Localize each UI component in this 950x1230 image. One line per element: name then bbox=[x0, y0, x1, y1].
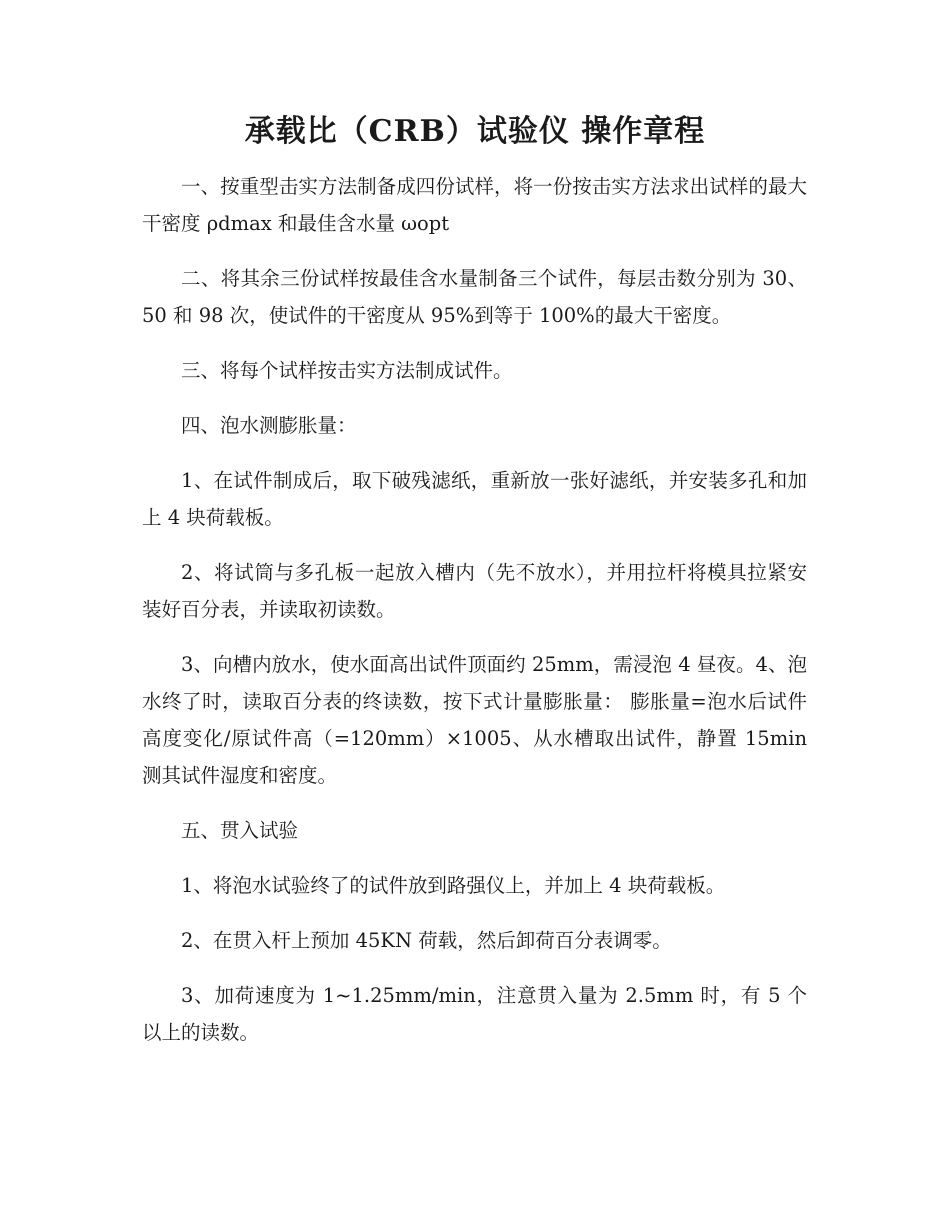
document-body bbox=[142, 168, 807, 1069]
paragraph-1: 一、按重型击实方法制备成四份试样，将一份按击实方法求出试样的最大干密度 ρdmax 和最佳含水量 ωopt bbox=[142, 175, 807, 235]
document-title: 承载比（CRB）试验仪 操作章程 bbox=[244, 114, 706, 149]
paragraph-9: 1、将泡水试验终了的试件放到路强仪上，并加上 4 块荷载板。 bbox=[181, 874, 726, 897]
paragraph-10: 2、在贯入杆上预加 45KN 荷载，然后卸荷百分表调零。 bbox=[181, 929, 672, 952]
paragraph-5: 1、在试件制成后，取下破残滤纸，重新放一张好滤纸，并安装多孔和加上 4 块荷载板。 bbox=[142, 469, 807, 529]
paragraph-11: 3、加荷速度为 1~1.25mm/min，注意贯入量为 2.5mm 时，有 5 个以上的读数。 bbox=[142, 984, 807, 1044]
paragraph-2: 二、将其余三份试样按最佳含水量制备三个试件，每层击数分别为 30、50 和 98 次，使试件的干密度从 95%到等于 100%的最大干密度。 bbox=[142, 267, 807, 327]
paragraph-8: 五、贯入试验 bbox=[181, 819, 299, 842]
paragraph-4: 四、泡水测膨胀量： bbox=[181, 414, 357, 437]
paragraph-6: 2、将试筒与多孔板一起放入槽内（先不放水），并用拉杆将模具拉紧安装好百分表，并读取初读数。 bbox=[142, 561, 807, 621]
paragraph-3: 三、将每个试样按击实方法制成试件。 bbox=[181, 359, 513, 382]
paragraph-7: 3、向槽内放水，使水面高出试件顶面约 25mm，需浸泡 4 昼夜。4、泡水终了时，读取百分表的终读数，按下式计量膨胀量： 膨胀量=泡水后试件高度变化/原试件高（=120mm）×1005、从水槽取出试件，静置 15min 测其试件湿度和密度。 bbox=[142, 653, 807, 787]
